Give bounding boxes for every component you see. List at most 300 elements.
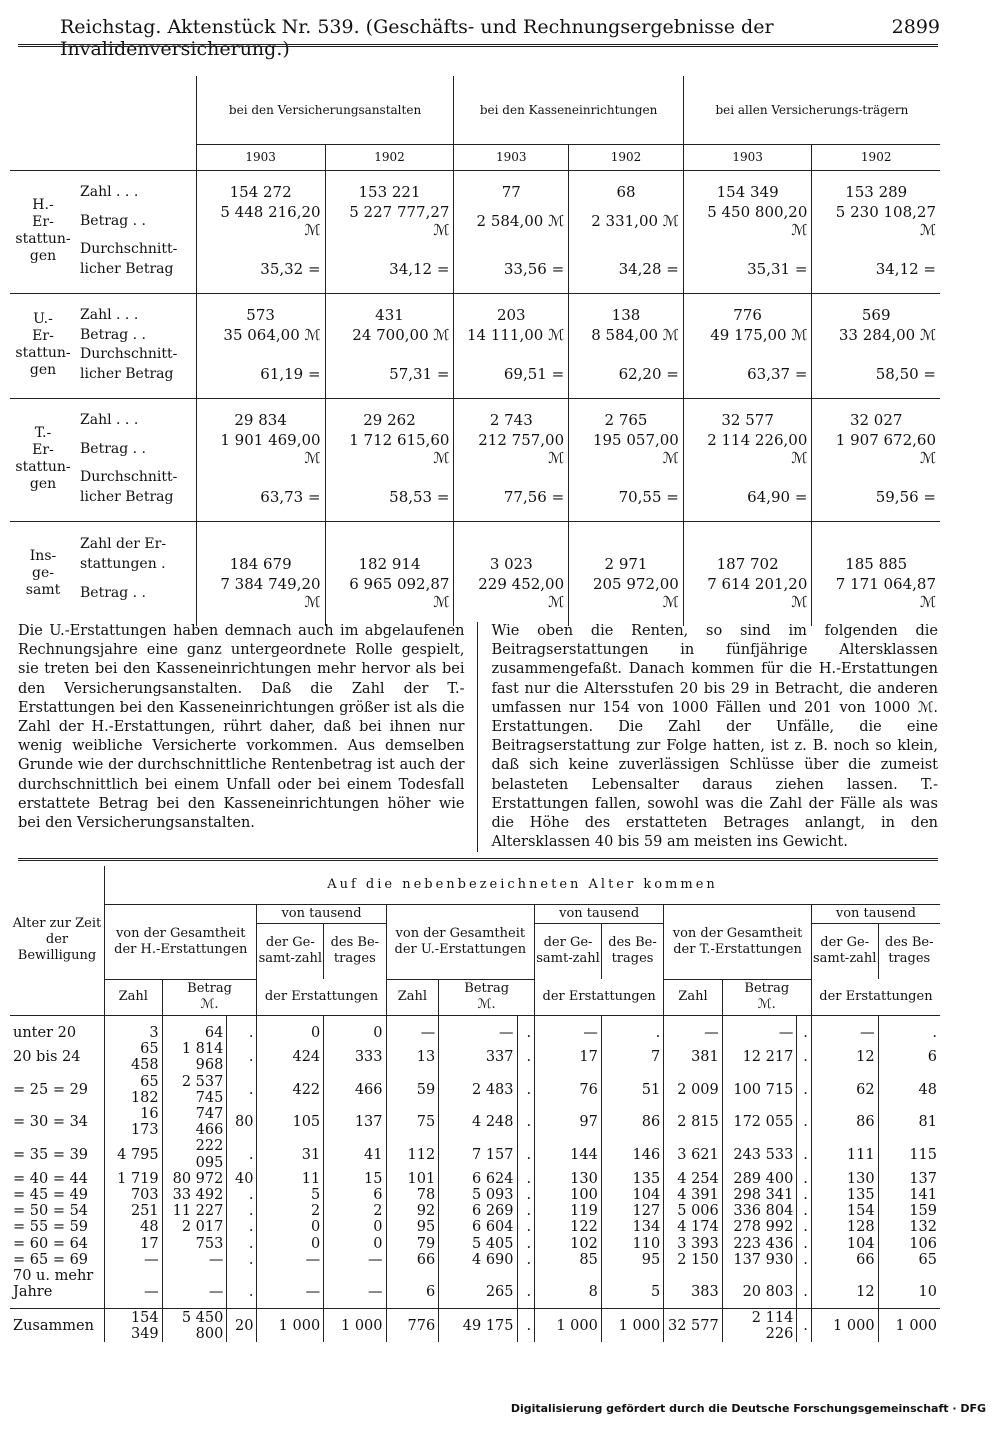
age-label: Jahre bbox=[13, 1284, 53, 1301]
cell-value: 5 093 bbox=[439, 1187, 517, 1203]
age-label: = 30 = 34 bbox=[13, 1114, 89, 1131]
cell-value: . bbox=[227, 1236, 257, 1252]
age-label: 20 bis 24 bbox=[13, 1049, 81, 1066]
group-head-vers: bei den Versicherungsanstalten bbox=[196, 76, 454, 144]
cell-value: 6 604 bbox=[439, 1219, 517, 1235]
cell-value: 5 450 800 bbox=[162, 1308, 227, 1342]
cell-betrag: 24 700,00 ℳ bbox=[325, 325, 454, 345]
cell-value: 32 577 bbox=[664, 1308, 723, 1342]
cell-betrag: 2 114 226,00 ℳ bbox=[683, 430, 812, 468]
table-row bbox=[10, 1268, 940, 1284]
cell-value: 122 bbox=[535, 1219, 602, 1235]
cell-value: 289 400 bbox=[722, 1171, 797, 1187]
cell-value: 33 492 bbox=[162, 1187, 227, 1203]
table-row bbox=[10, 240, 940, 259]
cell-value: 92 bbox=[386, 1203, 439, 1219]
cell-value: 5 006 bbox=[664, 1203, 723, 1219]
cell-value: . bbox=[797, 1252, 812, 1268]
cell-value: — bbox=[105, 1252, 163, 1268]
cell-value bbox=[722, 1268, 797, 1284]
cell-value: 11 bbox=[257, 1171, 324, 1187]
cell-value: 0 bbox=[324, 1025, 386, 1041]
cell-value bbox=[227, 1268, 257, 1284]
cell-durch: 61,19 = bbox=[196, 364, 325, 384]
cell-value: . bbox=[797, 1074, 812, 1106]
cell-value: 1 000 bbox=[535, 1308, 602, 1342]
cell-value: 135 bbox=[601, 1171, 663, 1187]
head-ges: der Ge-samt-zahl bbox=[811, 923, 878, 979]
cell-value: — bbox=[386, 1025, 439, 1041]
cell-value: 424 bbox=[257, 1041, 324, 1073]
cell-value: 12 217 bbox=[722, 1041, 797, 1073]
cell-value: 10 bbox=[878, 1284, 940, 1300]
total-row bbox=[10, 1308, 940, 1342]
cell-value: 172 055 bbox=[722, 1106, 797, 1138]
cell-value: 265 bbox=[439, 1284, 517, 1300]
cell-value: 134 bbox=[601, 1219, 663, 1235]
age-label: = 25 = 29 bbox=[13, 1081, 89, 1098]
table-row bbox=[10, 468, 940, 487]
head-der-erst: der Erstattungen bbox=[535, 979, 664, 1015]
cell-value: — bbox=[439, 1025, 517, 1041]
row-label: licher Betrag bbox=[80, 488, 174, 505]
cell-blank bbox=[196, 345, 325, 364]
cell-value: . bbox=[227, 1252, 257, 1268]
table-row bbox=[10, 345, 940, 364]
cell-zahl: 32 577 bbox=[683, 410, 812, 430]
cell-durch: 58,53 = bbox=[325, 487, 454, 507]
cell-betrag: 5 448 216,20 ℳ bbox=[196, 202, 325, 240]
table-row bbox=[10, 410, 940, 430]
cell-value: . bbox=[797, 1236, 812, 1252]
age-label: = 50 = 54 bbox=[13, 1203, 89, 1220]
cell-zahl: 3 023 bbox=[454, 554, 569, 574]
table-row bbox=[10, 305, 940, 325]
page-header bbox=[60, 16, 940, 60]
cell-value: . bbox=[517, 1203, 535, 1219]
cell-value bbox=[878, 1268, 940, 1284]
cell-betrag: 2 584,00 ℳ bbox=[454, 202, 569, 240]
cell-value: 80 bbox=[227, 1106, 257, 1138]
cell-zahl: 77 bbox=[454, 182, 569, 202]
cell-betrag: 49 175,00 ℳ bbox=[683, 325, 812, 345]
cell-value: . bbox=[517, 1219, 535, 1235]
head-betrag: Betrag ℳ. bbox=[162, 979, 257, 1015]
cell-value: 4 690 bbox=[439, 1252, 517, 1268]
cell-value: 16 173 bbox=[105, 1106, 163, 1138]
cell-value bbox=[811, 1268, 878, 1284]
cell-value: 65 182 bbox=[105, 1074, 163, 1106]
cell-value: . bbox=[227, 1025, 257, 1041]
table-row bbox=[10, 574, 940, 612]
cell-value: 127 bbox=[601, 1203, 663, 1219]
head-ges: der Ge-samt-zahl bbox=[535, 923, 602, 979]
cell-value: 111 bbox=[811, 1138, 878, 1170]
cell-value: 80 972 bbox=[162, 1171, 227, 1187]
table-row bbox=[10, 182, 940, 202]
cell-betrag: 212 757,00 ℳ bbox=[454, 430, 569, 468]
header-rule bbox=[18, 44, 938, 47]
row-label: stattungen . bbox=[80, 555, 166, 572]
cell-value: 137 930 bbox=[722, 1252, 797, 1268]
row-label: licher Betrag bbox=[80, 365, 174, 382]
cell-durch: 64,90 = bbox=[683, 487, 812, 507]
cell-value: 2 017 bbox=[162, 1219, 227, 1235]
section-name: T.- Er- stattun- gen bbox=[15, 424, 71, 492]
cell-value: . bbox=[797, 1308, 812, 1342]
cell-value: 95 bbox=[386, 1219, 439, 1235]
cell-value: 119 bbox=[535, 1203, 602, 1219]
cell-value: 85 bbox=[535, 1252, 602, 1268]
cell-value: . bbox=[517, 1106, 535, 1138]
cell-durch: 33,56 = bbox=[454, 259, 569, 279]
cell-value: 66 bbox=[386, 1252, 439, 1268]
cell-value: 146 bbox=[601, 1138, 663, 1170]
head-vt: von tausend bbox=[257, 904, 386, 923]
cell-value: 4 795 bbox=[105, 1138, 163, 1170]
cell-value: 17 bbox=[535, 1041, 602, 1073]
cell-value: 6 bbox=[878, 1041, 940, 1073]
cell-blank bbox=[454, 468, 569, 487]
cell-betrag: 5 450 800,20 ℳ bbox=[683, 202, 812, 240]
cell-zahl: 153 289 bbox=[812, 182, 940, 202]
head-betrag: Betrag ℳ. bbox=[439, 979, 535, 1015]
text-left: Die U.-Erstattungen haben demnach auch im abgelaufenen Rechnungsjahre eine ganz untergeordnete Rolle gespielt, sie treten bei den Kasseneinrichtungen mehr hervor als bei den Versicherungsanstalten. Daß die Zahl der T.-Erstattungen bei den Kasseneinrichtungen größer ist als die Zahl der H.-Erstattungen, rührt daher, daß bei ihnen nur wenig weibliche Versicherte vorkommen. Aus demselben Grunde wie der durchschnittliche Rentenbetrag ist auch der durchschnittlich bei einem Unfall oder bei einem Todesfall erstattete Betrag bei den Kasseneinrichtungen höher wie bei den Versicherungsanstalten. bbox=[18, 622, 478, 852]
cell-value: 65 bbox=[878, 1252, 940, 1268]
cell-value: 79 bbox=[386, 1236, 439, 1252]
cell-value: 130 bbox=[535, 1171, 602, 1187]
cell-value: . bbox=[797, 1025, 812, 1041]
cell-zahl: 153 221 bbox=[325, 182, 454, 202]
cell-zahl: 154 349 bbox=[683, 182, 812, 202]
cell-value: 383 bbox=[664, 1284, 723, 1300]
year-head: 1903 bbox=[196, 144, 325, 170]
cell-value: . bbox=[517, 1187, 535, 1203]
head-vt: von tausend bbox=[811, 904, 940, 923]
cell-value: 100 715 bbox=[722, 1074, 797, 1106]
cell-betrag: 229 452,00 ℳ bbox=[454, 574, 569, 612]
cell-value: 222 095 bbox=[162, 1138, 227, 1170]
cell-durch: 77,56 = bbox=[454, 487, 569, 507]
table-row bbox=[10, 487, 940, 507]
cell-zahl: 2 971 bbox=[569, 554, 684, 574]
cell-value: — bbox=[257, 1284, 324, 1300]
head-h: von der Gesamtheit der H.-Erstattungen bbox=[105, 904, 257, 979]
cell-betrag: 1 712 615,60 ℳ bbox=[325, 430, 454, 468]
cell-value: 223 436 bbox=[722, 1236, 797, 1252]
cell-value: 0 bbox=[257, 1219, 324, 1235]
cell-value: . bbox=[797, 1187, 812, 1203]
cell-value: 2 009 bbox=[664, 1074, 723, 1106]
head-der-erst: der Erstattungen bbox=[811, 979, 940, 1015]
cell-value: . bbox=[517, 1308, 535, 1342]
cell-value: . bbox=[227, 1138, 257, 1170]
cell-zahl: 569 bbox=[812, 305, 940, 325]
row-label: Durchschnitt- bbox=[80, 469, 178, 485]
cell-value: 3 621 bbox=[664, 1138, 723, 1170]
cell-durch: 35,31 = bbox=[683, 259, 812, 279]
cell-value: 747 466 bbox=[162, 1106, 227, 1138]
section-name: H.- Er- stattun- gen bbox=[15, 196, 71, 264]
cell-value: 48 bbox=[878, 1074, 940, 1106]
cell-value: 154 349 bbox=[105, 1308, 163, 1342]
cell-durch: 62,20 = bbox=[569, 364, 684, 384]
cell-value: 2 bbox=[324, 1203, 386, 1219]
cell-value: . bbox=[227, 1219, 257, 1235]
cell-value: 102 bbox=[535, 1236, 602, 1252]
cell-value: — bbox=[324, 1284, 386, 1300]
cell-value: . bbox=[517, 1284, 535, 1300]
cell-blank bbox=[812, 535, 940, 554]
cell-betrag: 6 965 092,87 ℳ bbox=[325, 574, 454, 612]
cell-value: — bbox=[664, 1025, 723, 1041]
row-label: Durchschnitt- bbox=[80, 346, 178, 362]
cell-value: 12 bbox=[811, 1284, 878, 1300]
cell-blank bbox=[569, 468, 684, 487]
cell-blank bbox=[683, 345, 812, 364]
cell-value: 4 174 bbox=[664, 1219, 723, 1235]
group-head-alle: bei allen Versicherungs-trägern bbox=[683, 76, 940, 144]
cell-value: 154 bbox=[811, 1203, 878, 1219]
cell-betrag: 35 064,00 ℳ bbox=[196, 325, 325, 345]
cell-value: 1 000 bbox=[811, 1308, 878, 1342]
cell-blank bbox=[196, 240, 325, 259]
table-row bbox=[10, 325, 940, 345]
table-row bbox=[10, 430, 940, 468]
year-head: 1902 bbox=[812, 144, 940, 170]
year-head: 1902 bbox=[325, 144, 454, 170]
cell-value: . bbox=[227, 1284, 257, 1300]
cell-value: 5 405 bbox=[439, 1236, 517, 1252]
cell-value: — bbox=[162, 1252, 227, 1268]
cell-zahl: 776 bbox=[683, 305, 812, 325]
cell-value: . bbox=[797, 1171, 812, 1187]
cell-value: . bbox=[517, 1171, 535, 1187]
cell-value: 112 bbox=[386, 1138, 439, 1170]
cell-value: 159 bbox=[878, 1203, 940, 1219]
cell-value: 1 000 bbox=[257, 1308, 324, 1342]
cell-value: . bbox=[797, 1138, 812, 1170]
cell-zahl: 187 702 bbox=[683, 554, 812, 574]
row-label: Zahl der Er- bbox=[80, 536, 167, 552]
alter-table bbox=[10, 866, 940, 1342]
cell-value: . bbox=[878, 1025, 940, 1041]
cell-value: 104 bbox=[811, 1236, 878, 1252]
text-right: Wie oben die Renten, so sind im folgenden die Beitragserstattungen in fünfjährige Altersklassen zusammengefaßt. Danach kommen für die H.-Erstattungen fast nur die Altersstufen 20 bis 29 in Betracht, die anderen umfassen nur 154 von 1000 Fällen und 201 von 1000 ℳ. Erstattungen. Die Zahl der Unfälle, die eine Beitragserstattung zur Folge hatten, ist z. B. noch so klein, daß sich keine zuverlässigen Schlüsse über die zumeist belasteten Lebensalter daraus ziehen lassen. T.-Erstattungen fallen, sowohl was die Zahl der Fälle als was die Höhe des erstatteten Betrages anlangt, in den Altersklassen 40 bis 59 am meisten ins Gewicht. bbox=[491, 623, 938, 851]
cell-value: 753 bbox=[162, 1236, 227, 1252]
age-label: = 65 = 69 bbox=[13, 1251, 89, 1268]
cell-value bbox=[257, 1268, 324, 1284]
cell-value: . bbox=[517, 1252, 535, 1268]
head-zahl: Zahl bbox=[664, 979, 723, 1015]
cell-durch: 63,73 = bbox=[196, 487, 325, 507]
cell-value bbox=[797, 1268, 812, 1284]
cell-value: — bbox=[722, 1025, 797, 1041]
head-bet: des Be-trages bbox=[601, 923, 663, 979]
cell-value: 6 624 bbox=[439, 1171, 517, 1187]
row-label: licher Betrag bbox=[80, 260, 174, 277]
cell-value: 20 bbox=[227, 1308, 257, 1342]
cell-value: — bbox=[324, 1252, 386, 1268]
cell-value: . bbox=[227, 1203, 257, 1219]
cell-value: 6 269 bbox=[439, 1203, 517, 1219]
cell-zahl: 32 027 bbox=[812, 410, 940, 430]
cell-blank bbox=[569, 240, 684, 259]
cell-value: 11 227 bbox=[162, 1203, 227, 1219]
cell-value: — bbox=[105, 1284, 163, 1300]
cell-value: 48 bbox=[105, 1219, 163, 1235]
head-u: von der Gesamtheit der U.-Erstattungen bbox=[386, 904, 535, 979]
cell-blank bbox=[325, 468, 454, 487]
cell-value: 4 248 bbox=[439, 1106, 517, 1138]
cell-value bbox=[439, 1268, 517, 1284]
table-row bbox=[10, 1284, 940, 1300]
cell-value: 15 bbox=[324, 1171, 386, 1187]
cell-value: 1 719 bbox=[105, 1171, 163, 1187]
cell-betrag: 5 227 777,27 ℳ bbox=[325, 202, 454, 240]
cell-value: 78 bbox=[386, 1187, 439, 1203]
cell-durch: 34,12 = bbox=[812, 259, 940, 279]
table-row bbox=[10, 1219, 940, 1235]
cell-value: 81 bbox=[878, 1106, 940, 1138]
cell-durch: 58,50 = bbox=[812, 364, 940, 384]
cell-value: 106 bbox=[878, 1236, 940, 1252]
cell-value: 31 bbox=[257, 1138, 324, 1170]
cell-zahl: 29 262 bbox=[325, 410, 454, 430]
cell-value: 132 bbox=[878, 1219, 940, 1235]
table-row bbox=[10, 535, 940, 554]
cell-durch: 34,28 = bbox=[569, 259, 684, 279]
year-head: 1903 bbox=[454, 144, 569, 170]
cell-zahl: 2 743 bbox=[454, 410, 569, 430]
cell-zahl: 182 914 bbox=[325, 554, 454, 574]
cell-value: 101 bbox=[386, 1171, 439, 1187]
row-label: Betrag . . bbox=[80, 584, 147, 601]
cell-value: 66 bbox=[811, 1252, 878, 1268]
row-label: Betrag . . bbox=[80, 326, 147, 343]
cell-blank bbox=[683, 240, 812, 259]
age-label: unter 20 bbox=[13, 1025, 77, 1041]
cell-betrag: 33 284,00 ℳ bbox=[812, 325, 940, 345]
cell-value: . bbox=[517, 1025, 535, 1041]
cell-blank bbox=[454, 535, 569, 554]
cell-value: . bbox=[517, 1236, 535, 1252]
cell-blank bbox=[683, 535, 812, 554]
cell-value: 2 483 bbox=[439, 1074, 517, 1106]
age-label: = 60 = 64 bbox=[13, 1235, 89, 1252]
cell-value: 13 bbox=[386, 1041, 439, 1073]
cell-value: . bbox=[517, 1074, 535, 1106]
cell-value: 1 000 bbox=[878, 1308, 940, 1342]
cell-durch: 69,51 = bbox=[454, 364, 569, 384]
cell-zahl: 573 bbox=[196, 305, 325, 325]
cell-value: 51 bbox=[601, 1074, 663, 1106]
cell-value: 243 533 bbox=[722, 1138, 797, 1170]
cell-value: . bbox=[227, 1187, 257, 1203]
cell-value: 333 bbox=[324, 1041, 386, 1073]
cell-value: 40 bbox=[227, 1171, 257, 1187]
cell-betrag: 14 111,00 ℳ bbox=[454, 325, 569, 345]
table-row bbox=[10, 1252, 940, 1268]
table-row bbox=[10, 202, 940, 240]
cell-value: 251 bbox=[105, 1203, 163, 1219]
section-name: Ins- ge- samt bbox=[25, 548, 61, 598]
row-label: Durchschnitt- bbox=[80, 241, 178, 257]
cell-value: 76 bbox=[535, 1074, 602, 1106]
table-row bbox=[10, 1138, 940, 1170]
cell-value: 1 000 bbox=[601, 1308, 663, 1342]
table-row bbox=[10, 1041, 940, 1073]
erstattungen-table bbox=[10, 76, 940, 626]
cell-value: 144 bbox=[535, 1138, 602, 1170]
cell-durch: 57,31 = bbox=[325, 364, 454, 384]
cell-value: — bbox=[811, 1025, 878, 1041]
cell-value: 7 bbox=[601, 1041, 663, 1073]
cell-value: 2 815 bbox=[664, 1106, 723, 1138]
cell-value: 4 391 bbox=[664, 1187, 723, 1203]
cell-value: 137 bbox=[324, 1106, 386, 1138]
head-zahl: Zahl bbox=[386, 979, 439, 1015]
cell-betrag: 205 972,00 ℳ bbox=[569, 574, 684, 612]
cell-blank bbox=[812, 468, 940, 487]
cell-blank bbox=[683, 468, 812, 487]
cell-zahl: 185 885 bbox=[812, 554, 940, 574]
page-number: 2899 bbox=[891, 16, 940, 38]
cell-blank bbox=[569, 535, 684, 554]
header-title: Reichstag. Aktenstück Nr. 539. (Geschäfts- und Rechnungsergebnisse der Invalidenversicherung.) bbox=[60, 16, 774, 60]
head-vt: von tausend bbox=[535, 904, 664, 923]
cell-value: 49 175 bbox=[439, 1308, 517, 1342]
age-label: Zusammen bbox=[10, 1308, 105, 1342]
cell-blank bbox=[454, 345, 569, 364]
cell-blank bbox=[325, 535, 454, 554]
cell-value: 20 803 bbox=[722, 1284, 797, 1300]
cell-betrag: 7 384 749,20 ℳ bbox=[196, 574, 325, 612]
row-label: Betrag . . bbox=[80, 440, 147, 457]
alter-head: Alter zur Zeit der Bewilligung bbox=[10, 866, 105, 1015]
row-label: Zahl . . . bbox=[80, 183, 139, 200]
cell-value: 422 bbox=[257, 1074, 324, 1106]
cell-value: 336 804 bbox=[722, 1203, 797, 1219]
cell-value: 110 bbox=[601, 1236, 663, 1252]
table-row bbox=[10, 1187, 940, 1203]
cell-value: 1 814 968 bbox=[162, 1041, 227, 1073]
cell-value: 12 bbox=[811, 1041, 878, 1073]
cell-blank bbox=[812, 345, 940, 364]
cell-value: . bbox=[517, 1138, 535, 1170]
cell-value: . bbox=[227, 1074, 257, 1106]
cell-betrag: 7 614 201,20 ℳ bbox=[683, 574, 812, 612]
table-row bbox=[10, 1074, 940, 1106]
cell-zahl: 68 bbox=[569, 182, 684, 202]
table-row bbox=[10, 1203, 940, 1219]
cell-value: . bbox=[797, 1041, 812, 1073]
cell-value: 62 bbox=[811, 1074, 878, 1106]
cell-value: 298 341 bbox=[722, 1187, 797, 1203]
cell-value bbox=[162, 1268, 227, 1284]
cell-betrag: 2 331,00 ℳ bbox=[569, 202, 684, 240]
cell-value bbox=[324, 1268, 386, 1284]
top-head: Auf die nebenbezeichneten Alter kommen bbox=[105, 866, 941, 904]
cell-zahl: 29 834 bbox=[196, 410, 325, 430]
cell-value: 75 bbox=[386, 1106, 439, 1138]
cell-value: 466 bbox=[324, 1074, 386, 1106]
cell-value: . bbox=[227, 1041, 257, 1073]
cell-value: 776 bbox=[386, 1308, 439, 1342]
cell-zahl: 184 679 bbox=[196, 554, 325, 574]
cell-durch: 34,12 = bbox=[325, 259, 454, 279]
cell-value: 0 bbox=[257, 1236, 324, 1252]
